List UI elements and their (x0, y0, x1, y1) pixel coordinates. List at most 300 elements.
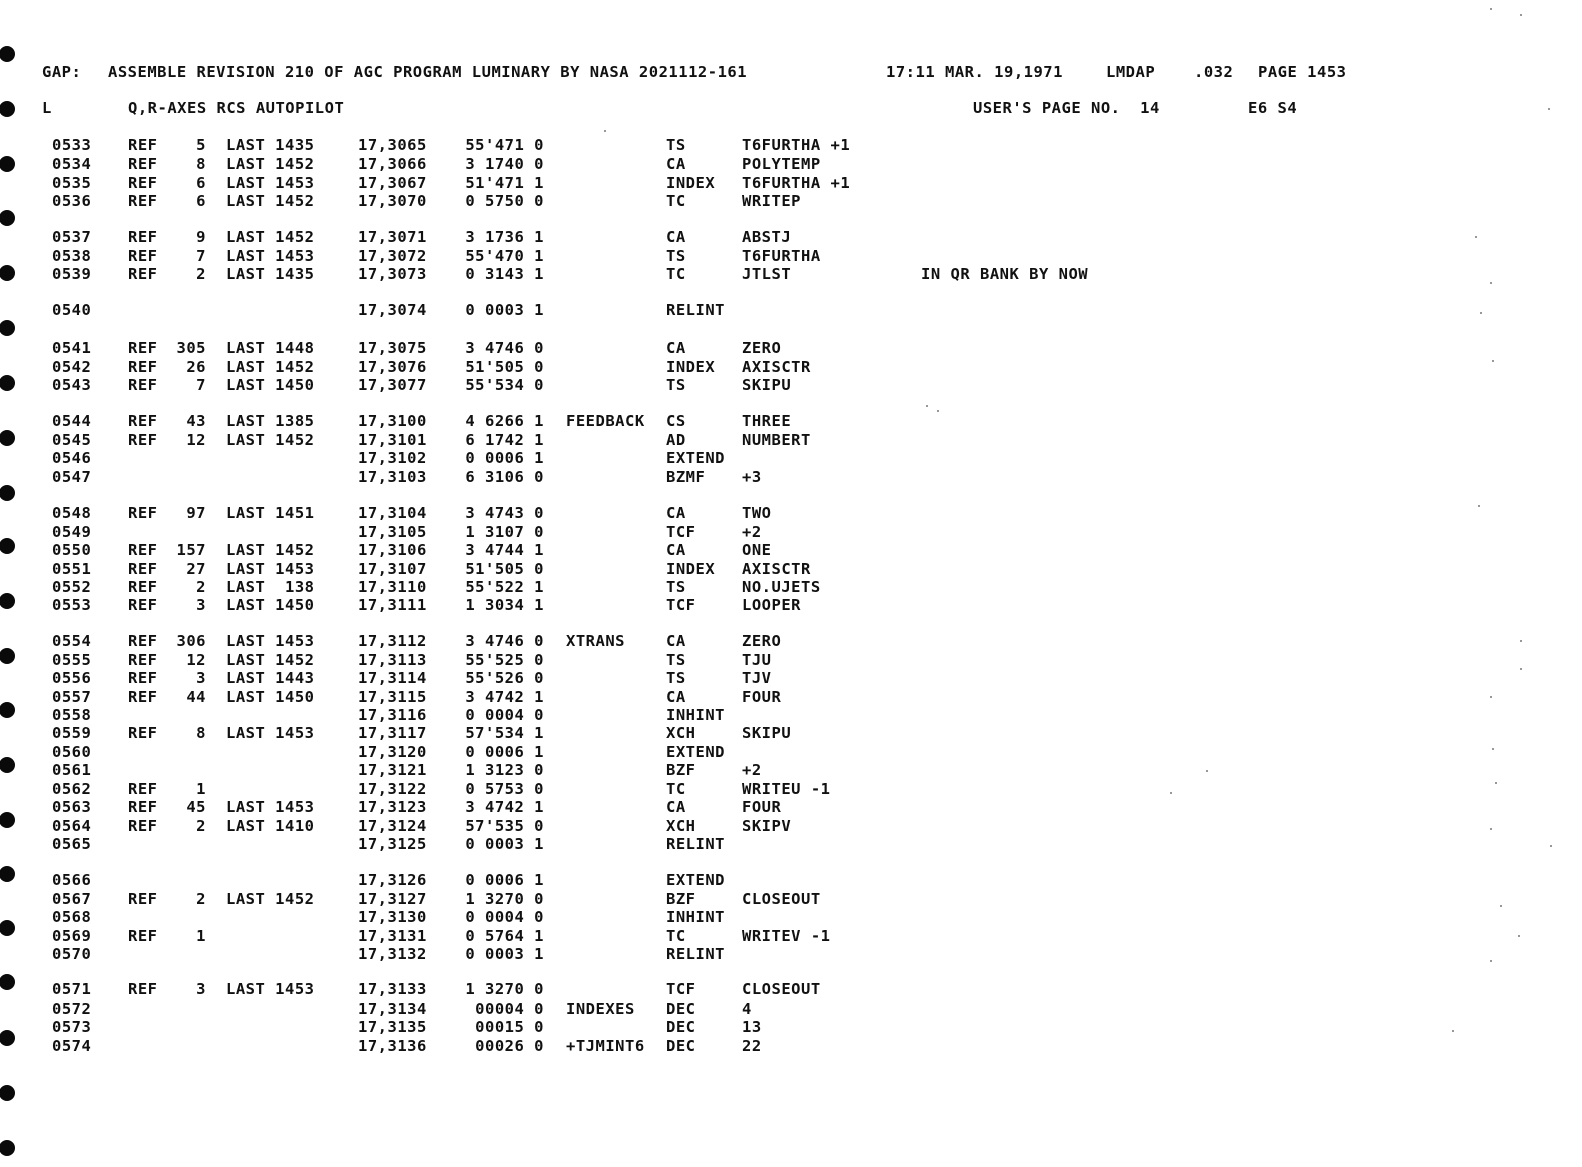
line-number: 0537 (52, 228, 92, 246)
address: 17,3107 (358, 560, 427, 578)
line-number: 0540 (52, 301, 92, 319)
octal-code: 3 4742 1 (465, 688, 544, 706)
octal-code: 0 3143 1 (465, 265, 544, 283)
octal-code: 3 4746 0 (465, 339, 544, 357)
operand: 22 (742, 1037, 762, 1055)
address: 17,3102 (358, 449, 427, 467)
comment: IN QR BANK BY NOW (921, 265, 1089, 283)
address: 17,3131 (358, 927, 427, 945)
last-ref: LAST 1453 (226, 247, 315, 265)
line-number: 0556 (52, 669, 92, 687)
line-number: 0544 (52, 412, 92, 430)
speck (1550, 845, 1552, 847)
last-ref: LAST 1453 (226, 724, 315, 742)
symbol-label: INDEXES (566, 1000, 635, 1018)
address: 17,3120 (358, 743, 427, 761)
speck (1495, 782, 1497, 784)
listing-row (0, 835, 1582, 853)
operand: TJV (742, 669, 772, 687)
address: 17,3116 (358, 706, 427, 724)
sheet-id: E6 S4 (1248, 99, 1298, 117)
operand: CLOSEOUT (742, 980, 821, 998)
listing-row (0, 247, 1582, 265)
operand: +2 (742, 523, 762, 541)
listing-row (0, 523, 1582, 541)
line-number: 0549 (52, 523, 92, 541)
speck (1520, 14, 1522, 16)
ref-count: 3 (196, 596, 206, 614)
speck (926, 405, 928, 407)
ref-count: 43 (186, 412, 206, 430)
speck (1500, 905, 1502, 907)
address: 17,3124 (358, 817, 427, 835)
opcode: TS (666, 578, 686, 596)
operand: T6FURTHA +1 (742, 174, 851, 192)
octal-code: 00004 0 (475, 1000, 544, 1018)
octal-code: 0 0006 1 (465, 449, 544, 467)
users-page-number: USER'S PAGE NO. 14 (973, 99, 1160, 117)
address: 17,3104 (358, 504, 427, 522)
ref-count: 2 (196, 265, 206, 283)
operand: AXISCTR (742, 560, 811, 578)
listing-marker: L (42, 99, 52, 117)
listing-row (0, 908, 1582, 926)
line-number: 0564 (52, 817, 92, 835)
ref-count: 27 (186, 560, 206, 578)
symbol-label: XTRANS (566, 632, 625, 650)
ref-count: 157 (176, 541, 206, 559)
last-ref: LAST 1450 (226, 596, 315, 614)
opcode: TCF (666, 596, 696, 614)
listing-row (0, 136, 1582, 154)
speck (1520, 668, 1522, 670)
octal-code: 55'525 0 (465, 651, 544, 669)
octal-code: 55'534 0 (465, 376, 544, 394)
address: 17,3075 (358, 339, 427, 357)
operand: CLOSEOUT (742, 890, 821, 908)
opcode: INHINT (666, 706, 725, 724)
octal-code: 3 4743 0 (465, 504, 544, 522)
last-ref: LAST 1452 (226, 541, 315, 559)
speck (1492, 360, 1494, 362)
listing-row (0, 192, 1582, 210)
revision-number: .032 (1194, 63, 1234, 81)
line-number: 0570 (52, 945, 92, 963)
ref-label: REF (128, 136, 158, 154)
address: 17,3073 (358, 265, 427, 283)
operand: TJU (742, 651, 772, 669)
timestamp: 17:11 MAR. 19,1971 (886, 63, 1063, 81)
ref-count: 26 (186, 358, 206, 376)
octal-code: 3 4744 1 (465, 541, 544, 559)
feed-hole (0, 210, 15, 226)
line-number: 0565 (52, 835, 92, 853)
last-ref: LAST 1453 (226, 560, 315, 578)
octal-code: 0 0003 1 (465, 835, 544, 853)
line-number: 0569 (52, 927, 92, 945)
gap-label: GAP: (42, 63, 82, 81)
address: 17,3132 (358, 945, 427, 963)
listing-row (0, 724, 1582, 742)
address: 17,3071 (358, 228, 427, 246)
ref-count: 1 (196, 780, 206, 798)
address: 17,3113 (358, 651, 427, 669)
address: 17,3105 (358, 523, 427, 541)
opcode: EXTEND (666, 743, 725, 761)
ref-count: 2 (196, 817, 206, 835)
octal-code: 0 5753 0 (465, 780, 544, 798)
opcode: AD (666, 431, 686, 449)
operand: 4 (742, 1000, 752, 1018)
line-number: 0545 (52, 431, 92, 449)
line-number: 0547 (52, 468, 92, 486)
address: 17,3066 (358, 155, 427, 173)
octal-code: 0 0004 0 (465, 908, 544, 926)
listing-row (0, 706, 1582, 724)
line-number: 0534 (52, 155, 92, 173)
opcode: DEC (666, 1018, 696, 1036)
line-number: 0543 (52, 376, 92, 394)
last-ref: LAST 1452 (226, 192, 315, 210)
last-ref: LAST 1435 (226, 136, 315, 154)
last-ref: LAST 1450 (226, 688, 315, 706)
ref-label: REF (128, 504, 158, 522)
listing-row (0, 980, 1582, 998)
ref-count: 2 (196, 890, 206, 908)
listing-row (0, 632, 1582, 650)
line-number: 0571 (52, 980, 92, 998)
opcode: CA (666, 632, 686, 650)
opcode: TC (666, 192, 686, 210)
last-ref: LAST 1453 (226, 980, 315, 998)
listing-row (0, 798, 1582, 816)
opcode: CA (666, 228, 686, 246)
opcode: TS (666, 651, 686, 669)
opcode: EXTEND (666, 449, 725, 467)
address: 17,3106 (358, 541, 427, 559)
octal-code: 51'505 0 (465, 358, 544, 376)
ref-label: REF (128, 596, 158, 614)
opcode: BZF (666, 890, 696, 908)
opcode: CA (666, 504, 686, 522)
address: 17,3126 (358, 871, 427, 889)
ref-label: REF (128, 817, 158, 835)
opcode: DEC (666, 1037, 696, 1055)
last-ref: LAST 1452 (226, 651, 315, 669)
ref-count: 45 (186, 798, 206, 816)
ref-count: 7 (196, 247, 206, 265)
line-number: 0561 (52, 761, 92, 779)
ref-count: 306 (176, 632, 206, 650)
speck (1548, 108, 1550, 110)
octal-code: 00026 0 (475, 1037, 544, 1055)
octal-code: 57'534 1 (465, 724, 544, 742)
line-number: 0550 (52, 541, 92, 559)
feed-hole (0, 101, 15, 117)
address: 17,3136 (358, 1037, 427, 1055)
ref-label: REF (128, 192, 158, 210)
speck (1490, 696, 1492, 698)
line-number: 0553 (52, 596, 92, 614)
ref-label: REF (128, 265, 158, 283)
octal-code: 55'526 0 (465, 669, 544, 687)
listing-row (0, 871, 1582, 889)
feed-hole (0, 1085, 15, 1101)
ref-count: 1 (196, 927, 206, 945)
listing-row (0, 412, 1582, 430)
speck (1490, 282, 1492, 284)
address: 17,3125 (358, 835, 427, 853)
ref-label: REF (128, 412, 158, 430)
ref-label: REF (128, 724, 158, 742)
octal-code: 55'522 1 (465, 578, 544, 596)
ref-label: REF (128, 780, 158, 798)
opcode: CA (666, 541, 686, 559)
operand: ZERO (742, 339, 782, 357)
ref-count: 5 (196, 136, 206, 154)
listing-row (0, 155, 1582, 173)
ref-label: REF (128, 578, 158, 596)
address: 17,3065 (358, 136, 427, 154)
line-number: 0552 (52, 578, 92, 596)
operand: FOUR (742, 798, 782, 816)
line-number: 0551 (52, 560, 92, 578)
ref-label: REF (128, 890, 158, 908)
speck (1452, 1030, 1454, 1032)
operand: ZERO (742, 632, 782, 650)
opcode: INDEX (666, 174, 716, 192)
listing-row (0, 376, 1582, 394)
ref-label: REF (128, 927, 158, 945)
octal-code: 6 1742 1 (465, 431, 544, 449)
speck (1206, 770, 1208, 772)
listing-row (0, 761, 1582, 779)
listing-row (0, 174, 1582, 192)
ref-count: 8 (196, 724, 206, 742)
address: 17,3130 (358, 908, 427, 926)
ref-label: REF (128, 376, 158, 394)
line-number: 0558 (52, 706, 92, 724)
line-number: 0562 (52, 780, 92, 798)
opcode: TS (666, 669, 686, 687)
octal-code: 1 3123 0 (465, 761, 544, 779)
octal-code: 0 0004 0 (465, 706, 544, 724)
address: 17,3077 (358, 376, 427, 394)
listing-row (0, 817, 1582, 835)
operand: T6FURTHA (742, 247, 821, 265)
address: 17,3067 (358, 174, 427, 192)
listing-row (0, 780, 1582, 798)
ref-label: REF (128, 174, 158, 192)
ref-count: 97 (186, 504, 206, 522)
last-ref: LAST 1451 (226, 504, 315, 522)
address: 17,3112 (358, 632, 427, 650)
speck (937, 410, 939, 412)
operand: ABSTJ (742, 228, 792, 246)
speck (1480, 312, 1482, 314)
ref-label: REF (128, 688, 158, 706)
address: 17,3076 (358, 358, 427, 376)
opcode: XCH (666, 817, 696, 835)
speck (1518, 935, 1520, 937)
ref-label: REF (128, 339, 158, 357)
feed-hole (0, 46, 15, 62)
line-number: 0538 (52, 247, 92, 265)
octal-code: 6 3106 0 (465, 468, 544, 486)
listing-row (0, 743, 1582, 761)
opcode: DEC (666, 1000, 696, 1018)
opcode: TC (666, 265, 686, 283)
operand: NO.UJETS (742, 578, 821, 596)
assembly-title: ASSEMBLE REVISION 210 OF AGC PROGRAM LUMINARY BY NASA 2021112-161 (108, 63, 748, 81)
speck (1490, 8, 1492, 10)
opcode: TS (666, 136, 686, 154)
line-number: 0559 (52, 724, 92, 742)
opcode: EXTEND (666, 871, 725, 889)
ref-label: REF (128, 798, 158, 816)
opcode: INDEX (666, 560, 716, 578)
octal-code: 51'471 1 (465, 174, 544, 192)
last-ref: LAST 1452 (226, 155, 315, 173)
octal-code: 3 4742 1 (465, 798, 544, 816)
ref-label: REF (128, 980, 158, 998)
page-number: PAGE 1453 (1258, 63, 1347, 81)
address: 17,3122 (358, 780, 427, 798)
ref-label: REF (128, 358, 158, 376)
operand: ONE (742, 541, 772, 559)
feed-hole (0, 485, 15, 501)
operand: +2 (742, 761, 762, 779)
ref-label: REF (128, 651, 158, 669)
ref-count: 6 (196, 174, 206, 192)
octal-code: 4 6266 1 (465, 412, 544, 430)
ref-count: 3 (196, 669, 206, 687)
speck (604, 130, 606, 132)
speck (1520, 640, 1522, 642)
opcode: INDEX (666, 358, 716, 376)
octal-code: 51'505 0 (465, 560, 544, 578)
octal-code: 3 1736 1 (465, 228, 544, 246)
ref-label: REF (128, 541, 158, 559)
symbol-label: FEEDBACK (566, 412, 645, 430)
listing-row (0, 669, 1582, 687)
listing-row (0, 651, 1582, 669)
opcode: INHINT (666, 908, 725, 926)
listing-row (0, 301, 1582, 319)
opcode: TS (666, 376, 686, 394)
listing-row (0, 1037, 1582, 1055)
line-number: 0566 (52, 871, 92, 889)
octal-code: 1 3107 0 (465, 523, 544, 541)
opcode: TC (666, 927, 686, 945)
ref-count: 3 (196, 980, 206, 998)
octal-code: 0 5750 0 (465, 192, 544, 210)
line-number: 0560 (52, 743, 92, 761)
octal-code: 1 3034 1 (465, 596, 544, 614)
operand: NUMBERT (742, 431, 811, 449)
address: 17,3114 (358, 669, 427, 687)
opcode: CA (666, 688, 686, 706)
listing-row (0, 1000, 1582, 1018)
line-number: 0557 (52, 688, 92, 706)
opcode: BZF (666, 761, 696, 779)
listing-row (0, 228, 1582, 246)
ref-count: 6 (196, 192, 206, 210)
line-number: 0542 (52, 358, 92, 376)
line-number: 0536 (52, 192, 92, 210)
ref-count: 12 (186, 651, 206, 669)
octal-code: 0 0003 1 (465, 301, 544, 319)
ref-count: 8 (196, 155, 206, 173)
last-ref: LAST 1452 (226, 431, 315, 449)
ref-count: 305 (176, 339, 206, 357)
module-name: LMDAP (1106, 63, 1156, 81)
address: 17,3101 (358, 431, 427, 449)
ref-label: REF (128, 247, 158, 265)
listing-row (0, 265, 1582, 283)
operand: FOUR (742, 688, 782, 706)
feed-hole (0, 1140, 15, 1156)
last-ref: LAST 1385 (226, 412, 315, 430)
address: 17,3135 (358, 1018, 427, 1036)
ref-count: 12 (186, 431, 206, 449)
operand: +3 (742, 468, 762, 486)
last-ref: LAST 1453 (226, 174, 315, 192)
line-number: 0563 (52, 798, 92, 816)
address: 17,3072 (358, 247, 427, 265)
listing-row (0, 541, 1582, 559)
ref-label: REF (128, 632, 158, 650)
octal-code: 1 3270 0 (465, 980, 544, 998)
listing-row (0, 688, 1582, 706)
opcode: CA (666, 155, 686, 173)
address: 17,3127 (358, 890, 427, 908)
feed-hole (0, 320, 15, 336)
operand: POLYTEMP (742, 155, 821, 173)
octal-code: 0 0006 1 (465, 743, 544, 761)
opcode: CA (666, 798, 686, 816)
line-number: 0574 (52, 1037, 92, 1055)
address: 17,3134 (358, 1000, 427, 1018)
line-number: 0567 (52, 890, 92, 908)
opcode: RELINT (666, 835, 725, 853)
ref-count: 7 (196, 376, 206, 394)
listing-row (0, 339, 1582, 357)
speck (1490, 960, 1492, 962)
listing-row (0, 358, 1582, 376)
ref-label: REF (128, 669, 158, 687)
ref-count: 44 (186, 688, 206, 706)
speck (1475, 236, 1477, 238)
speck (1492, 748, 1494, 750)
operand: LOOPER (742, 596, 801, 614)
opcode: XCH (666, 724, 696, 742)
address: 17,3111 (358, 596, 427, 614)
opcode: CA (666, 339, 686, 357)
listing-row (0, 890, 1582, 908)
octal-code: 1 3270 0 (465, 890, 544, 908)
line-number: 0535 (52, 174, 92, 192)
speck (1490, 828, 1492, 830)
operand: WRITEU -1 (742, 780, 831, 798)
octal-code: 55'470 1 (465, 247, 544, 265)
operand: WRITEV -1 (742, 927, 831, 945)
ref-label: REF (128, 431, 158, 449)
opcode: RELINT (666, 945, 725, 963)
speck (1170, 792, 1172, 794)
operand: THREE (742, 412, 792, 430)
ref-count: 9 (196, 228, 206, 246)
